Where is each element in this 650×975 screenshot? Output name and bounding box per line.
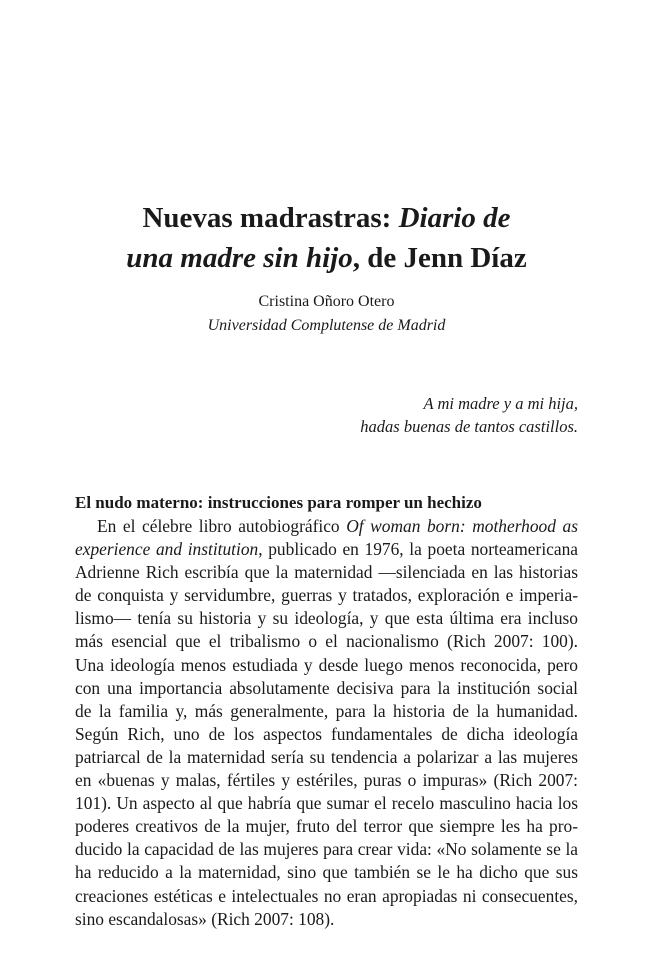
paragraph-line: 101). Un aspecto al que habría que sumar el recelo masculino hacia los xyxy=(75,793,578,814)
paragraph-line xyxy=(75,538,578,561)
paragraph-line xyxy=(75,515,578,538)
author-block xyxy=(75,290,578,338)
title-book-italic: Diario de xyxy=(398,202,511,235)
paragraph-line: lismo— tenía su historia y su ideología, y que esta última era incluso xyxy=(75,608,578,629)
author-affiliation: Universidad Complutense de Madrid xyxy=(207,317,446,334)
paragraph-line: Una ideología menos estudiada y desde luego menos reconocida, pero xyxy=(75,654,578,675)
paragraph-line: de conquista y servidumbre, guerras y tratados, exploración e imperia- xyxy=(75,585,578,606)
paragraph-line: más esencial que el tribalismo o el nacionalismo (Rich 2007: 100). xyxy=(75,631,578,652)
title-line-2 xyxy=(75,238,578,278)
paragraph-text: , publicado en 1976, la poeta norteamericana xyxy=(258,539,578,560)
paragraph-line: Adrienne Rich escribía que la maternidad —silenciada en las historias xyxy=(75,562,578,583)
paragraph-line: con una importancia absolutamente decisiva para la institución social xyxy=(75,677,578,698)
title-text: , de Jenn Díaz xyxy=(352,242,527,275)
paragraph-line: ha reducido a la maternidad, sino que también se le ha dicho que sus xyxy=(75,862,578,883)
paragraph-line: patriarcal de la maternidad sería su tendencia a polarizar a las mujeres xyxy=(75,746,578,767)
paragraph-line: sino escandalosas» (Rich 2007: 108). xyxy=(75,908,335,929)
section-heading: El nudo materno: instrucciones para romper un hechizo xyxy=(75,493,482,513)
body-paragraph xyxy=(75,515,578,931)
book-title-italic: experience and institution xyxy=(75,539,259,560)
title-text: Nuevas madrastras: xyxy=(142,202,399,235)
book-title-italic: Of woman born: motherhood as xyxy=(346,516,578,536)
title-book-italic: una madre sin hijo xyxy=(126,242,353,275)
paragraph-line: de la familia y, más generalmente, para la historia de la humanidad. xyxy=(75,700,578,721)
title-line-1 xyxy=(75,198,578,238)
paragraph-line: en «buenas y malas, fértiles y estériles, puras o impuras» (Rich 2007: xyxy=(75,770,578,791)
paragraph-text: En el célebre libro autobiográfico xyxy=(97,516,347,536)
paragraph-line: ducido la capacidad de las mujeres para crear vida: «No solamente se la xyxy=(75,839,578,860)
paragraph-line: Según Rich, uno de los aspectos fundamentales de dicha ideología xyxy=(75,723,578,744)
article-title xyxy=(75,198,578,278)
author-name: Cristina Oñoro Otero xyxy=(258,293,395,310)
paragraph-line: poderes creativos de la mujer, fruto del terror que siempre les ha pro- xyxy=(75,816,578,837)
paragraph-line: creaciones estéticas e intelectuales no eran apropiadas ni consecuentes, xyxy=(75,885,578,906)
epigraph xyxy=(360,392,578,438)
epigraph-line: A mi madre y a mi hija, xyxy=(423,394,578,413)
epigraph-line: hadas buenas de tantos castillos. xyxy=(360,417,578,436)
